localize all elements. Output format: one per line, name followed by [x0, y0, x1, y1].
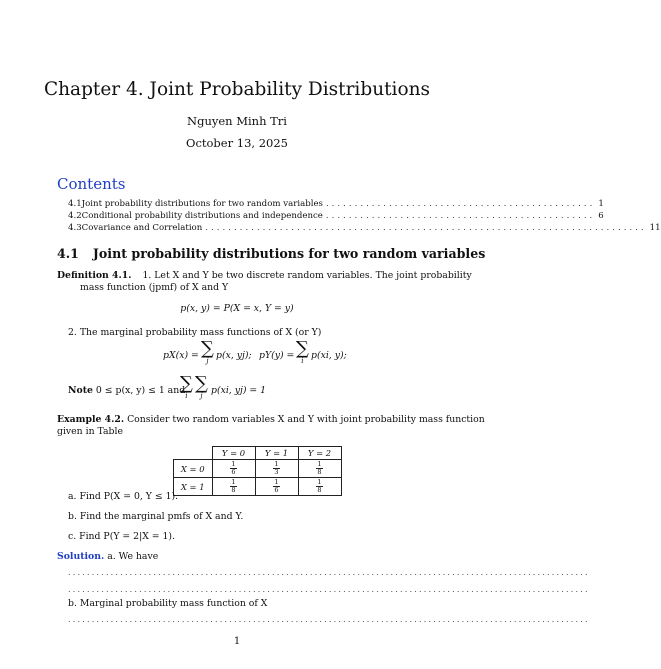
date: October 13, 2025	[186, 136, 288, 150]
definition-item1: 1. Let X and Y be two discrete random variables. The joint probability	[142, 270, 472, 281]
denominator: 8	[317, 468, 322, 476]
numerator: 1	[231, 478, 236, 486]
table-cell	[212, 478, 255, 496]
sum-index: j	[200, 392, 203, 400]
sum-index: i	[185, 392, 188, 400]
sum-symbol: ∑ i	[180, 373, 193, 400]
example-line-1	[57, 414, 485, 425]
example-line-2: given in Table	[57, 426, 123, 437]
table-corner	[174, 447, 213, 460]
table-col-header: Y = 0	[212, 447, 255, 460]
example-part-c: c. Find P(Y = 2|X = 1).	[68, 531, 176, 542]
toc-number: 4.3	[68, 223, 82, 233]
equation-jpmf: p(x, y) = P(X = x, Y = y)	[180, 303, 294, 314]
author: Nguyen Minh Tri	[187, 114, 287, 128]
solution-text: a. We have	[107, 551, 159, 562]
note-term: p(xi, yj) = 1	[211, 385, 267, 396]
fraction	[316, 479, 322, 494]
section-number: 4.1	[57, 246, 79, 261]
definition-line-1	[57, 270, 472, 281]
denominator: 8	[317, 486, 322, 494]
numerator: 1	[274, 460, 279, 468]
table-cell	[255, 478, 298, 496]
definition-label: Definition 4.1.	[57, 270, 132, 281]
example-part-a: a. Find P(X = 0, Y ≤ 1).	[68, 491, 179, 502]
solution-line	[57, 551, 158, 562]
example-part-b: b. Find the marginal pmfs of X and Y.	[68, 511, 244, 522]
joint-pmf-table	[173, 446, 342, 496]
definition-item2: 2. The marginal probability mass functions of X (or Y)	[68, 327, 322, 338]
numerator: 1	[274, 478, 279, 486]
table-row-header: X = 0	[174, 460, 213, 478]
fraction	[230, 479, 236, 494]
equation-marginal-y: pY(y) =	[259, 350, 295, 361]
toc-leader: ...............................................	[325, 199, 596, 209]
toc-title: Joint probability distributions for two random variables	[81, 199, 323, 209]
denominator: 6	[231, 468, 236, 476]
note-line	[68, 385, 185, 396]
numerator: 1	[317, 460, 322, 468]
toc-entry[interactable]	[68, 199, 604, 209]
sum-symbol: ∑ j	[195, 373, 208, 400]
sum-index: i	[301, 357, 304, 365]
denominator: 8	[231, 486, 236, 494]
table-row-header: X = 1	[174, 478, 213, 496]
table-header-row	[174, 447, 342, 460]
fraction	[230, 461, 236, 476]
table-cell	[212, 460, 255, 478]
fraction	[316, 461, 322, 476]
numerator: 1	[317, 478, 322, 486]
answer-blank-line[interactable]: ..............................................................................................................	[68, 568, 590, 577]
fraction	[273, 461, 279, 476]
fraction	[273, 479, 279, 494]
answer-blank-line[interactable]: ..............................................................................................................	[68, 615, 590, 624]
sum-symbol: ∑ i	[296, 338, 309, 365]
table-row	[174, 478, 342, 496]
note-label: Note	[68, 385, 93, 396]
toc-entry[interactable]	[68, 211, 604, 221]
note-text: 0 ≤ p(x, y) ≤ 1 and	[95, 385, 186, 396]
toc-page: 11	[649, 223, 661, 233]
definition-item1-cont: mass function (jpmf) of X and Y	[80, 282, 229, 293]
solution-part-b: b. Marginal probability mass function of X	[68, 598, 268, 609]
sum-symbol: ∑ j	[201, 338, 214, 365]
page-number: 1	[233, 636, 241, 647]
toc-title: Covariance and Correlation	[81, 223, 203, 233]
equation-marginal-x: pX(x) =	[163, 350, 199, 361]
toc-leader: ...............................................	[325, 211, 596, 221]
document-title: Chapter 4. Joint Probability Distributions	[43, 79, 431, 100]
example-text: Consider two random variables X and Y with joint probability mass function	[127, 414, 485, 425]
sum-index: j	[206, 357, 209, 365]
table-cell	[298, 478, 341, 496]
numerator: 1	[231, 460, 236, 468]
solution-label: Solution.	[57, 551, 105, 562]
marginal-y-term: p(xi, y);	[311, 350, 347, 361]
toc-page: 6	[598, 211, 604, 221]
toc-number: 4.2	[68, 211, 82, 221]
denominator: 6	[274, 486, 279, 494]
table-cell	[255, 460, 298, 478]
answer-blank-line[interactable]: ..............................................................................................................	[68, 585, 590, 594]
denominator: 3	[274, 468, 279, 476]
toc-entry[interactable]	[68, 223, 661, 233]
marginal-x-term: p(x, yj);	[216, 350, 252, 361]
example-label: Example 4.2.	[57, 414, 125, 425]
section-heading	[57, 246, 485, 261]
contents-heading: Contents	[57, 175, 126, 193]
table-col-header: Y = 1	[255, 447, 298, 460]
toc-number: 4.1	[68, 199, 82, 209]
table-cell	[298, 460, 341, 478]
toc-title: Conditional probability distributions and independence	[81, 211, 323, 221]
toc-leader: .............................................................................	[205, 223, 647, 233]
toc-page: 1	[598, 199, 604, 209]
section-title: Joint probability distributions for two random variables	[92, 246, 486, 261]
table-row	[174, 460, 342, 478]
table-col-header: Y = 2	[298, 447, 341, 460]
